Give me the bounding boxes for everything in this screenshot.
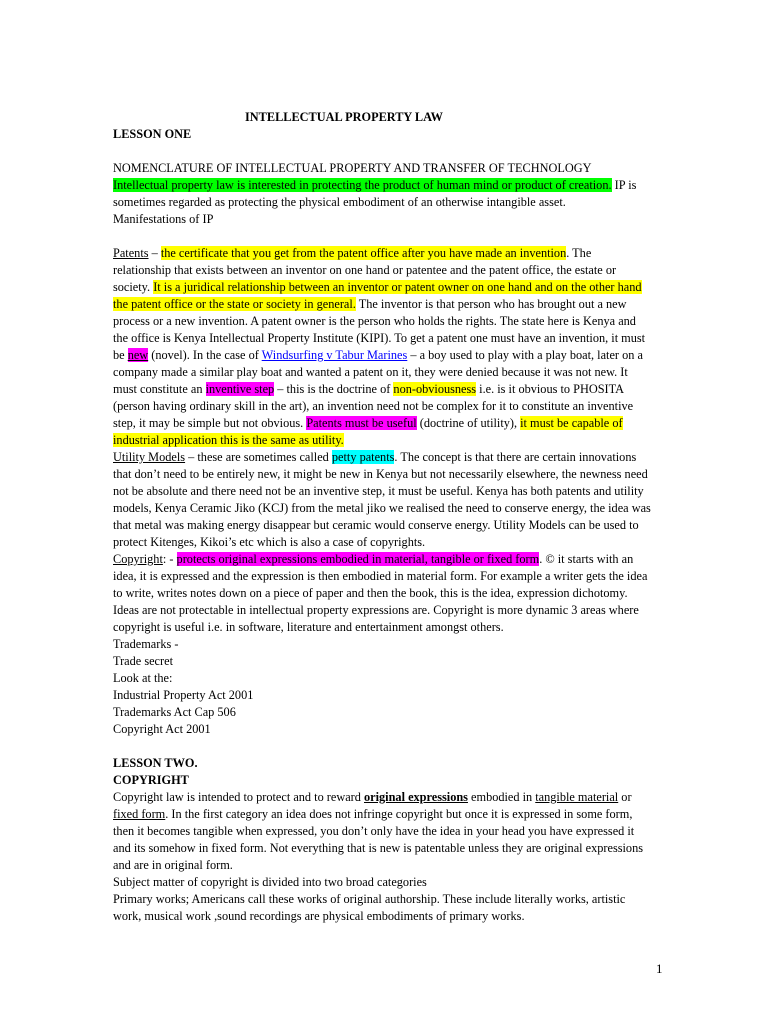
document-title: INTELLECTUAL PROPERTY LAW bbox=[245, 110, 443, 124]
text-run: (doctrine of utility), bbox=[416, 416, 521, 430]
text-run: : - bbox=[162, 552, 177, 566]
text-run: society. bbox=[113, 280, 154, 294]
patents-line-3 bbox=[113, 279, 661, 296]
emphasis-bold-underline: original expressions bbox=[364, 790, 468, 804]
lesson2-line-2 bbox=[113, 806, 661, 823]
text-run: The inventor is that person who has brought out a new bbox=[355, 297, 627, 311]
highlight-cyan: petty patents bbox=[331, 450, 395, 464]
spacer bbox=[113, 228, 661, 245]
case-link[interactable]: Windsurfing v Tabur Marines bbox=[261, 348, 408, 362]
utility-term: Utility Models bbox=[113, 450, 186, 464]
patents-line-2: relationship that exists between an inventor on one hand or patentee and the patent office, the estate or bbox=[113, 263, 617, 277]
lesson2-line-6: Subject matter of copyright is divided into two broad categories bbox=[113, 875, 427, 889]
look-at-label: Look at the: bbox=[113, 671, 173, 685]
copyright-line-3: to write, writes notes down on a piece of paper and then the book, this is the idea, expression dichotomy. bbox=[113, 586, 628, 600]
emphasis-underline: tangible material bbox=[535, 790, 619, 804]
utility-line-1 bbox=[113, 449, 661, 466]
lesson2-line-3: then it becomes tangible when expressed, you don’t only have the idea in your head you have expressed it bbox=[113, 824, 635, 838]
patents-line-8: company made a similar play boat and wanted a patent on it, they were denied because it was not new. It bbox=[113, 365, 628, 379]
utility-line-6: protect Kitenges, Kikoi’s etc which is also a case of copyrights. bbox=[113, 535, 426, 549]
highlight-magenta: Patents must be useful bbox=[306, 416, 417, 430]
highlight-yellow: the patent office or the state or society in general. bbox=[113, 297, 356, 311]
patents-line-7 bbox=[113, 347, 661, 364]
text-run: – bbox=[148, 246, 161, 260]
patents-line-11 bbox=[113, 415, 661, 432]
intro-line-1 bbox=[113, 177, 661, 194]
emphasis-underline: fixed form bbox=[113, 807, 166, 821]
text-run: must constitute an bbox=[113, 382, 206, 396]
page-number: 1 bbox=[656, 961, 663, 976]
text-run: . In the first category an idea does not infringe copyright but once it is expressed in some form, bbox=[165, 807, 633, 821]
text-run: – these are sometimes called bbox=[185, 450, 332, 464]
trade-secret-label: Trade secret bbox=[113, 654, 173, 668]
text-run: (novel). In the case of bbox=[148, 348, 262, 362]
highlight-yellow: it must be capable of bbox=[520, 416, 623, 430]
highlight-magenta: inventive step bbox=[205, 382, 275, 396]
patents-line-9 bbox=[113, 381, 661, 398]
text-run: . The bbox=[566, 246, 592, 260]
text-run: . © it starts with an bbox=[539, 552, 634, 566]
copyright-line-4: Ideas are not protectable in intellectual property expressions are. Copyright is more dynamic 3 areas where bbox=[113, 603, 639, 617]
copyright-line-5: copyright is useful i.e. in software, literature and entertainment amongst others. bbox=[113, 620, 504, 634]
text-run: . The concept is that there are certain innovations bbox=[394, 450, 637, 464]
highlight-magenta: protects original expressions embodied in material, tangible or fixed form bbox=[176, 552, 540, 566]
copyright-subheading: COPYRIGHT bbox=[113, 773, 189, 787]
text-run: embodied in bbox=[467, 790, 536, 804]
act-item: Trademarks Act Cap 506 bbox=[113, 705, 236, 719]
text-run: IP is bbox=[611, 178, 637, 192]
text-run: i.e. is it obvious to PHOSITA bbox=[476, 382, 625, 396]
text-run: Copyright law is intended to protect and to reward bbox=[113, 790, 364, 804]
copyright-term: Copyright bbox=[113, 552, 163, 566]
patents-line-10: (person having ordinary skill in the art), an invention need not be complex for it to constitute an inventive bbox=[113, 399, 634, 413]
patents-line-12 bbox=[113, 432, 661, 449]
manifestations-label: Manifestations of IP bbox=[113, 212, 214, 226]
patents-line-6: the office is Kenya Intellectual Property Institute (KIPI). To get a patent one must have an invention, it must bbox=[113, 331, 646, 345]
patents-line-5: process or a new invention. A patent owner is the person who holds the rights. The state here is Kenya and bbox=[113, 314, 636, 328]
utility-line-5: that metal was making energy disappear but ceramic would conserve energy. Utility Models can be used to bbox=[113, 518, 639, 532]
highlight-yellow: non-obviousness bbox=[393, 382, 477, 396]
highlight-yellow: industrial application this is the same as utility. bbox=[113, 433, 344, 447]
trademarks-label: Trademarks - bbox=[113, 637, 179, 651]
utility-line-2: that don’t need to be entirely new, it might be new in Kenya but not necessarily elsewhere, the newness need bbox=[113, 467, 648, 481]
text-run: be bbox=[113, 348, 128, 362]
highlight-magenta: new bbox=[127, 348, 149, 362]
text-run: – this is the doctrine of bbox=[274, 382, 394, 396]
lesson2-line-4: and its somehow in fixed form. Not everything that is new is patentable unless they are original expressions bbox=[113, 841, 644, 855]
patents-line-1 bbox=[113, 245, 661, 262]
nomenclature-heading: NOMENCLATURE OF INTELLECTUAL PROPERTY AND TRANSFER OF TECHNOLOGY bbox=[113, 161, 592, 175]
spacer bbox=[113, 738, 661, 755]
utility-line-3: not be absolute and there need not be an inventive step, it must be useful. Kenya has both patents and utility bbox=[113, 484, 644, 498]
document-body bbox=[113, 109, 661, 925]
utility-line-4: models, Kenya Ceramic Jiko (KCJ) from the metal jiko we realised the need to conserve energy, the idea was bbox=[113, 501, 651, 515]
spacer bbox=[113, 143, 661, 160]
intro-line-2: sometimes regarded as protecting the physical embodiment of an otherwise intangible asset. bbox=[113, 195, 566, 209]
patents-term: Patents bbox=[113, 246, 149, 260]
text-run: step, it may be simple but not obvious. bbox=[113, 416, 307, 430]
copyright-line-2: idea, it is expressed and the expression is then embodied in material form. For example a writer gets the idea bbox=[113, 569, 648, 583]
lesson2-line-5: and are in original form. bbox=[113, 858, 233, 872]
patents-line-4 bbox=[113, 296, 661, 313]
lesson-one-heading: LESSON ONE bbox=[113, 127, 192, 141]
lesson2-line-8: work, musical work ,sound recordings are physical embodiments of primary works. bbox=[113, 909, 525, 923]
act-item: Copyright Act 2001 bbox=[113, 722, 211, 736]
text-run: – a boy used to play with a play boat, later on a bbox=[407, 348, 643, 362]
act-item: Industrial Property Act 2001 bbox=[113, 688, 254, 702]
copyright-line-1 bbox=[113, 551, 661, 568]
highlight-green: Intellectual property law is interested in protecting the product of human mind or product of creation. bbox=[113, 178, 612, 192]
lesson2-line-7: Primary works; Americans call these works of original authorship. These include literally works, artistic bbox=[113, 892, 626, 906]
lesson2-line-1 bbox=[113, 789, 661, 806]
highlight-yellow: the certificate that you get from the patent office after you have made an invention bbox=[160, 246, 567, 260]
lesson-two-heading: LESSON TWO. bbox=[113, 756, 198, 770]
text-run: or bbox=[618, 790, 632, 804]
highlight-yellow: It is a juridical relationship between an inventor or patent owner on one hand and on the other hand bbox=[153, 280, 642, 294]
